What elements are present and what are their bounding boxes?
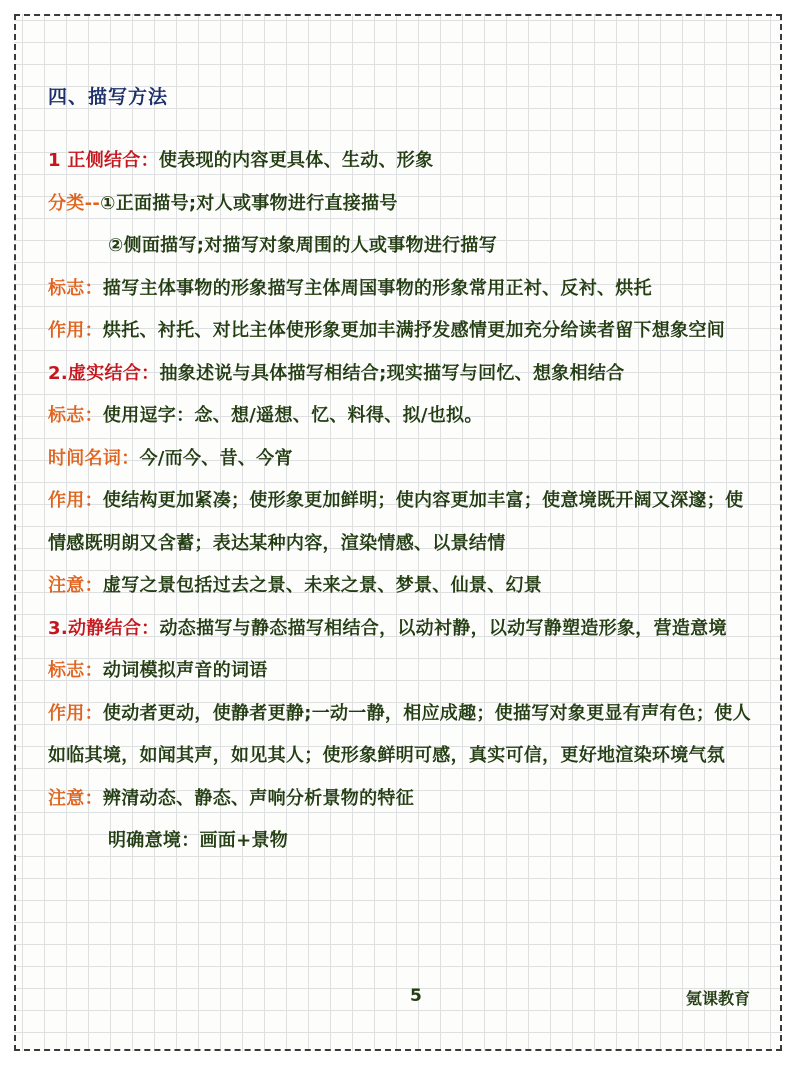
section-3-note-label: 注意：: [48, 787, 103, 809]
section-2-time-line: [48, 438, 760, 481]
page-number: 5: [410, 986, 422, 1006]
section-1-heading: 1 正侧结合：: [48, 150, 159, 171]
section-3-effect-label: 作用：: [48, 702, 103, 724]
section-2-mark-text: 使用逗字：念、想/遥想、忆、料得、拟/也拟。: [102, 405, 483, 426]
section-2-effect-line: [48, 480, 760, 565]
section-3-note-line-2: [48, 820, 760, 863]
section-3-heading-line: [48, 608, 760, 651]
section-2-note-text: 虚写之景包括过去之景、未来之景、梦景、仙景、幻景: [102, 575, 543, 596]
section-3-heading: 3.动静结合：: [48, 617, 160, 639]
section-3-effect-text: 使动者更动，使静者更静;一动一静，相应成趣；使描写对象更显有声有色；使人如临其境，如闻其声，如见其人；使形象鲜明可感，真实可信，更好地渲染环境气氛: [48, 702, 751, 766]
section-3-note-text: 辨清动态、静态、声响分析景物的特征: [102, 787, 415, 809]
section-1-classify-item-1: ①正面描号;对人或事物进行直接描号: [100, 192, 398, 214]
document-body: [48, 140, 760, 863]
section-3-mark-line: [48, 650, 760, 693]
section-3-mark-text: 动词模拟声音的词语: [102, 660, 268, 681]
section-1-effect-text: 烘托、衬托、对比主体使形象更加丰满抒发感情更加充分给读者留下想象空间: [102, 320, 726, 341]
section-2-mark-line: [48, 395, 760, 438]
section-3-effect-line: [48, 693, 760, 778]
section-1-mark-line: [48, 268, 760, 311]
section-1-mark-text: 描写主体事物的形象描写主体周国事物的形象常用正衬、反衬、烘托: [102, 277, 652, 299]
section-1-classify-line-2: [48, 225, 760, 268]
section-3-mark-label: 标志：: [48, 660, 103, 681]
section-1-classify-line: [48, 183, 760, 226]
section-2-heading-text: 抽象述说与具体描写相结合;现实描写与回忆、想象相结合: [159, 362, 625, 384]
section-2-mark-label: 标志：: [48, 405, 103, 426]
section-2-note-line: [48, 565, 760, 608]
section-1-heading-text: 使表现的内容更具体、生动、形象: [158, 150, 434, 171]
page-title: 四、描写方法: [48, 86, 169, 108]
section-2-heading: 2.虚实结合：: [48, 362, 160, 384]
section-1-effect-line: [48, 310, 760, 353]
section-1-effect-label: 作用：: [48, 320, 103, 341]
section-2-time-label: 时间名词：: [48, 447, 140, 469]
section-3-note-text-2: 明确意境：画面+景物: [108, 830, 289, 851]
section-1-classify-item-2: ②侧面描写;对描写对象周围的人或事物进行描写: [108, 235, 498, 256]
section-2-time-text: 今/而今、昔、今宵: [139, 447, 293, 469]
section-2-effect-label: 作用：: [48, 490, 103, 511]
section-1-mark-label: 标志：: [48, 277, 103, 299]
section-1-heading-line: [48, 140, 760, 183]
section-3-note-line: [48, 778, 760, 821]
brand-name: 氪课教育: [686, 989, 751, 1008]
section-2-note-label: 注意：: [48, 575, 103, 596]
section-1-classify-label: 分类--: [48, 192, 101, 214]
section-2-heading-line: [48, 353, 760, 396]
section-3-heading-text: 动态描写与静态描写相结合，以动衬静，以动写静塑造形象，营造意境: [159, 617, 727, 639]
section-2-effect-text: 使结构更加紧凑；使形象更加鲜明；使内容更加丰富；使意境既开阔又深邃；使情感既明朗又含蓄；表达某种内容，渲染情感、以景结情: [48, 490, 744, 554]
